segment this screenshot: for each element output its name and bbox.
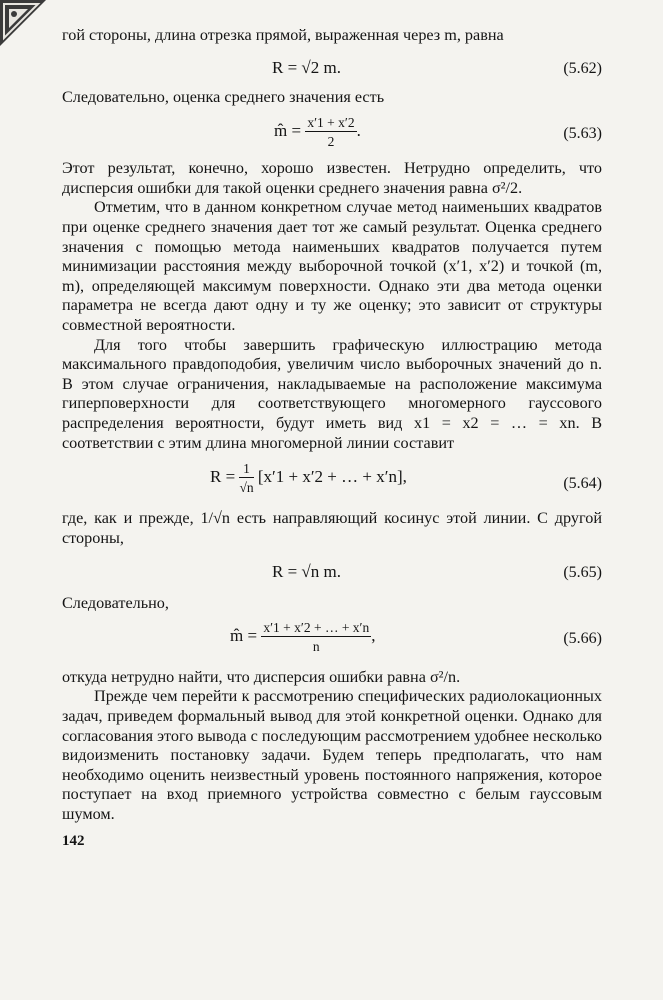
fraction: [305, 115, 356, 149]
paragraph-9: Прежде чем перейти к рассмотрению специфических радиолокационных задач, приведем формальный вывод для этой конкретной оценки. Однако для согласования этого вывода с последующим рассмотрением удобнее несколько видоизменить постановку задачи. Будем теперь предполагать, что нам необходимо оценить неизвестный уровень постоянного напряжения, которое поступает на вход приемного устройства совместно с белым гауссовым шумом.: [62, 687, 602, 824]
paragraph-7: Следовательно,: [62, 594, 169, 613]
page-number: 142: [62, 832, 85, 849]
lhs: m̂ =: [230, 625, 258, 645]
equation-number: (5.65): [563, 564, 602, 582]
numerator: x′1 + x′2 + … + x′n: [263, 619, 370, 635]
denominator: 2: [327, 134, 335, 150]
paragraph-6: где, как и прежде, 1/√n есть направляющий косинус этой линии. С другой стороны,: [62, 509, 602, 547]
corner-ornament-icon: [0, 0, 46, 46]
paragraph-5: Для того чтобы завершить графическую иллюстрацию метода максимального правдоподобия, увеличим число выборочных значений до n. В этом случае ограничения, накладываемые на расположение максимума гиперповерхности для соответствующего многомерного гауссового распределения вероятности, будут иметь вид x1 = x2 = … = xn. В соответствии с этим длина многомерной линии составит: [62, 335, 602, 452]
formula: R = √2 m.: [272, 57, 341, 77]
paragraph-8: откуда нетрудно найти, что дисперсия ошибки равна σ²/n.: [62, 667, 461, 686]
equation-5-63: [62, 111, 602, 159]
equation-number: (5.64): [563, 475, 602, 493]
equation-number: (5.62): [563, 59, 602, 77]
denominator: √n: [239, 480, 254, 496]
fraction: [239, 461, 253, 495]
paragraph-1: гой стороны, длина отрезка прямой, выраженная через m, равна: [62, 26, 504, 44]
equation-number: (5.66): [563, 629, 602, 647]
equation-5-64: [62, 459, 602, 509]
fraction: [261, 620, 371, 654]
tail: .: [356, 121, 361, 141]
formula: R = √n m.: [272, 562, 341, 582]
equation-5-62: [62, 50, 602, 88]
numerator: x′1 + x′2: [307, 115, 355, 131]
bracket-sum: [x′1 + x′2 + … + x′n],: [257, 467, 407, 486]
page-body: [62, 26, 602, 850]
paragraph-2: Следовательно, оценка среднего значения есть: [62, 87, 385, 106]
lhs: m̂ =: [274, 121, 302, 141]
tail: ,: [371, 625, 376, 645]
lhs: R =: [210, 467, 236, 486]
numerator: 1: [239, 461, 253, 478]
paragraph-4: Отметим, что в данном конкретном случае метод наименьших квадратов при оценке среднего значения дает тот же самый результат. Оценка среднего значения с помощью метода наименьших квадратов получается путем минимизации расстояния между выборочной точкой (x′1, x′2) и точкой (m, m), определяющей максимум поверхности. Однако эти два метода оценки параметра не всегда дают одну и ту же оценку; это зависит от структуры совместной вероятности.: [62, 198, 602, 334]
equation-number: (5.63): [563, 125, 602, 143]
paragraph-3: Этот результат, конечно, хорошо известен. Нетрудно определить, что дисперсия ошибки для такой оценки среднего значения равна σ²/2.: [62, 159, 602, 197]
equation-5-66: [62, 616, 602, 668]
denominator: n: [312, 638, 320, 654]
equation-5-65: [62, 554, 602, 594]
